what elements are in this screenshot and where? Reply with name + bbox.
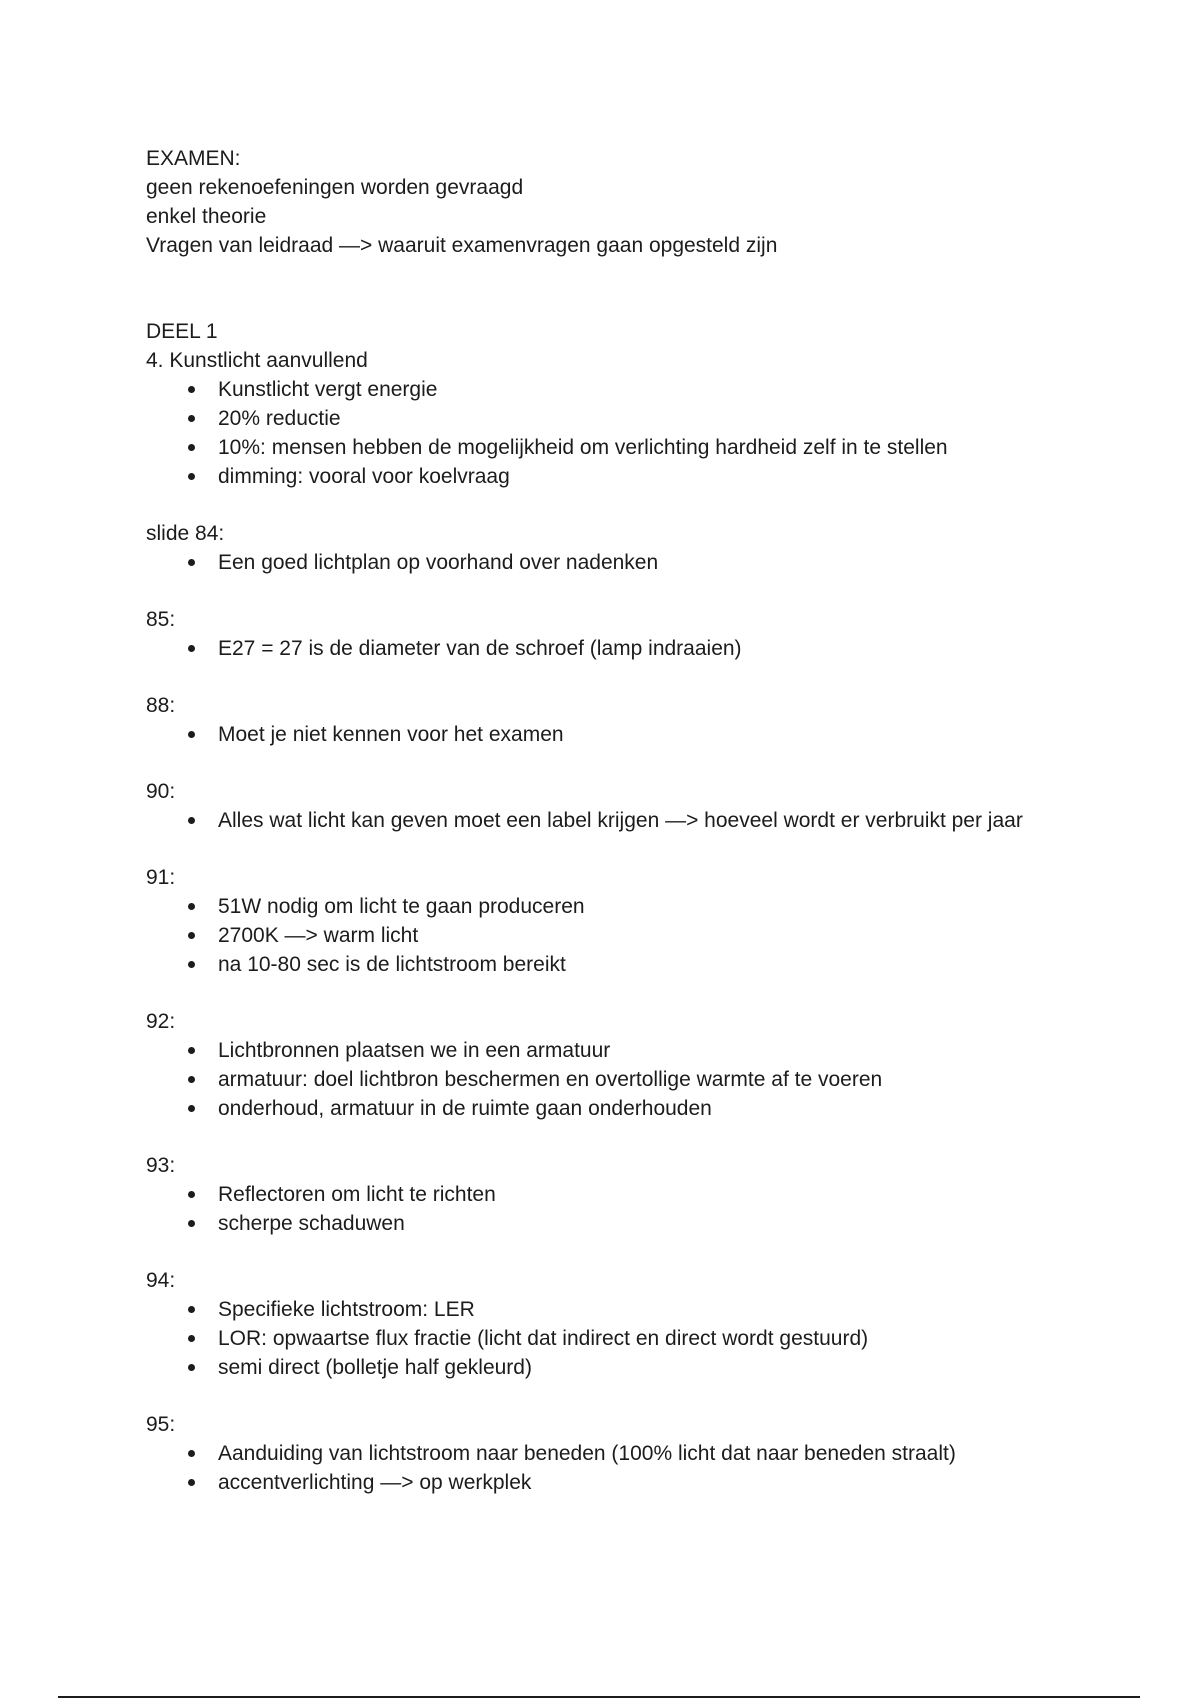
bullet-list (146, 892, 1076, 979)
bullet-dot-icon (188, 415, 195, 422)
list-item (146, 1094, 1076, 1123)
bullet-dot-icon (188, 731, 195, 738)
section-heading: 95: (146, 1413, 176, 1436)
part-bullet-list (146, 375, 1076, 491)
slide-section (146, 1007, 1076, 1123)
list-item-text: dimming: vooral voor koelvraag (218, 465, 510, 488)
list-item-text: Kunstlicht vergt energie (218, 378, 438, 401)
exam-heading: EXAMEN: (146, 147, 241, 170)
bullet-list (146, 1439, 1076, 1497)
part-subtitle: 4. Kunstlicht aanvullend (146, 349, 368, 372)
list-item-text: LOR: opwaartse flux fractie (licht dat indirect en direct wordt gestuurd) (218, 1327, 869, 1350)
slide-section (146, 863, 1076, 979)
bullet-dot-icon (188, 1105, 195, 1112)
section-heading: 88: (146, 694, 176, 717)
section-heading: 94: (146, 1269, 176, 1292)
list-item (146, 404, 1076, 433)
section-heading: 90: (146, 780, 176, 803)
list-item-text: Aanduiding van lichtstroom naar beneden (100% licht dat naar beneden straalt) (218, 1442, 956, 1465)
list-item (146, 1468, 1076, 1497)
bullet-dot-icon (188, 1479, 195, 1486)
intro-line: enkel theorie (146, 205, 267, 228)
list-item (146, 462, 1076, 491)
bullet-list (146, 634, 1076, 663)
bullet-dot-icon (188, 1220, 195, 1227)
slide-section (146, 691, 1076, 749)
list-item-text: 2700K —> warm licht (218, 924, 419, 947)
list-item-text: Specifieke lichtstroom: LER (218, 1298, 475, 1321)
list-item-text: 20% reductie (218, 407, 341, 430)
list-item (146, 1324, 1076, 1353)
footer-rule (58, 1696, 1140, 1698)
bullet-dot-icon (188, 1306, 195, 1313)
list-item (146, 1353, 1076, 1382)
bullet-dot-icon (188, 1450, 195, 1457)
slide-section (146, 519, 1076, 577)
bullet-list (146, 1036, 1076, 1123)
slide-section (146, 1410, 1076, 1497)
list-item (146, 1439, 1076, 1468)
bullet-dot-icon (188, 932, 195, 939)
slide-section (146, 1266, 1076, 1382)
section-heading: 92: (146, 1010, 176, 1033)
bullet-dot-icon (188, 903, 195, 910)
list-item (146, 950, 1076, 979)
list-item (146, 921, 1076, 950)
list-item (146, 806, 1076, 835)
list-item-text: Een goed lichtplan op voorhand over nadenken (218, 551, 659, 574)
bullet-dot-icon (188, 559, 195, 566)
bullet-list (146, 1180, 1076, 1238)
slide-section (146, 605, 1076, 663)
bullet-dot-icon (188, 1364, 195, 1371)
list-item (146, 720, 1076, 749)
document-page (146, 144, 1076, 1497)
list-item-text: semi direct (bolletje half gekleurd) (218, 1356, 532, 1379)
list-item-text: 10%: mensen hebben de mogelijkheid om verlichting hardheid zelf in te stellen (218, 436, 948, 459)
intro-line: geen rekenoefeningen worden gevraagd (146, 176, 524, 199)
bullet-list (146, 1295, 1076, 1382)
list-item (146, 892, 1076, 921)
slide-section (146, 1151, 1076, 1238)
bullet-list (146, 806, 1076, 835)
list-item (146, 548, 1076, 577)
section-heading: 93: (146, 1154, 176, 1177)
list-item (146, 1036, 1076, 1065)
list-item (146, 1065, 1076, 1094)
list-item-text: na 10-80 sec is de lichtstroom bereikt (218, 953, 566, 976)
list-item-text: Lichtbronnen plaatsen we in een armatuur (218, 1039, 611, 1062)
section-heading: 85: (146, 608, 176, 631)
list-item-text: scherpe schaduwen (218, 1212, 405, 1235)
intro-line: Vragen van leidraad —> waaruit examenvragen gaan opgesteld zijn (146, 234, 778, 257)
section-heading: slide 84: (146, 522, 225, 545)
list-item-text: 51W nodig om licht te gaan produceren (218, 895, 585, 918)
list-item-text: Moet je niet kennen voor het examen (218, 723, 564, 746)
list-item-text: armatuur: doel lichtbron beschermen en overtollige warmte af te voeren (218, 1068, 883, 1091)
bullet-list (146, 548, 1076, 577)
bullet-dot-icon (188, 1047, 195, 1054)
bullet-dot-icon (188, 1335, 195, 1342)
slide-notes (146, 491, 1076, 1497)
list-item (146, 375, 1076, 404)
list-item-text: E27 = 27 is de diameter van de schroef (lamp indraaien) (218, 637, 742, 660)
bullet-dot-icon (188, 473, 195, 480)
list-item-text: onderhoud, armatuur in de ruimte gaan onderhouden (218, 1097, 712, 1120)
list-item-text: Reflectoren om licht te richten (218, 1183, 496, 1206)
section-heading: 91: (146, 866, 176, 889)
list-item-text: accentverlichting —> op werkplek (218, 1471, 532, 1494)
bullet-dot-icon (188, 1076, 195, 1083)
bullet-dot-icon (188, 386, 195, 393)
intro-block (146, 144, 1076, 260)
list-item-text: Alles wat licht kan geven moet een label krijgen —> hoeveel wordt er verbruikt per jaar (218, 809, 1023, 832)
list-item (146, 1295, 1076, 1324)
slide-section (146, 777, 1076, 835)
bullet-dot-icon (188, 645, 195, 652)
bullet-list (146, 720, 1076, 749)
bullet-dot-icon (188, 444, 195, 451)
part-title: DEEL 1 (146, 320, 218, 343)
bullet-dot-icon (188, 961, 195, 968)
list-item (146, 1209, 1076, 1238)
bullet-dot-icon (188, 817, 195, 824)
part-block (146, 317, 1076, 491)
list-item (146, 634, 1076, 663)
list-item (146, 433, 1076, 462)
list-item (146, 1180, 1076, 1209)
bullet-dot-icon (188, 1191, 195, 1198)
